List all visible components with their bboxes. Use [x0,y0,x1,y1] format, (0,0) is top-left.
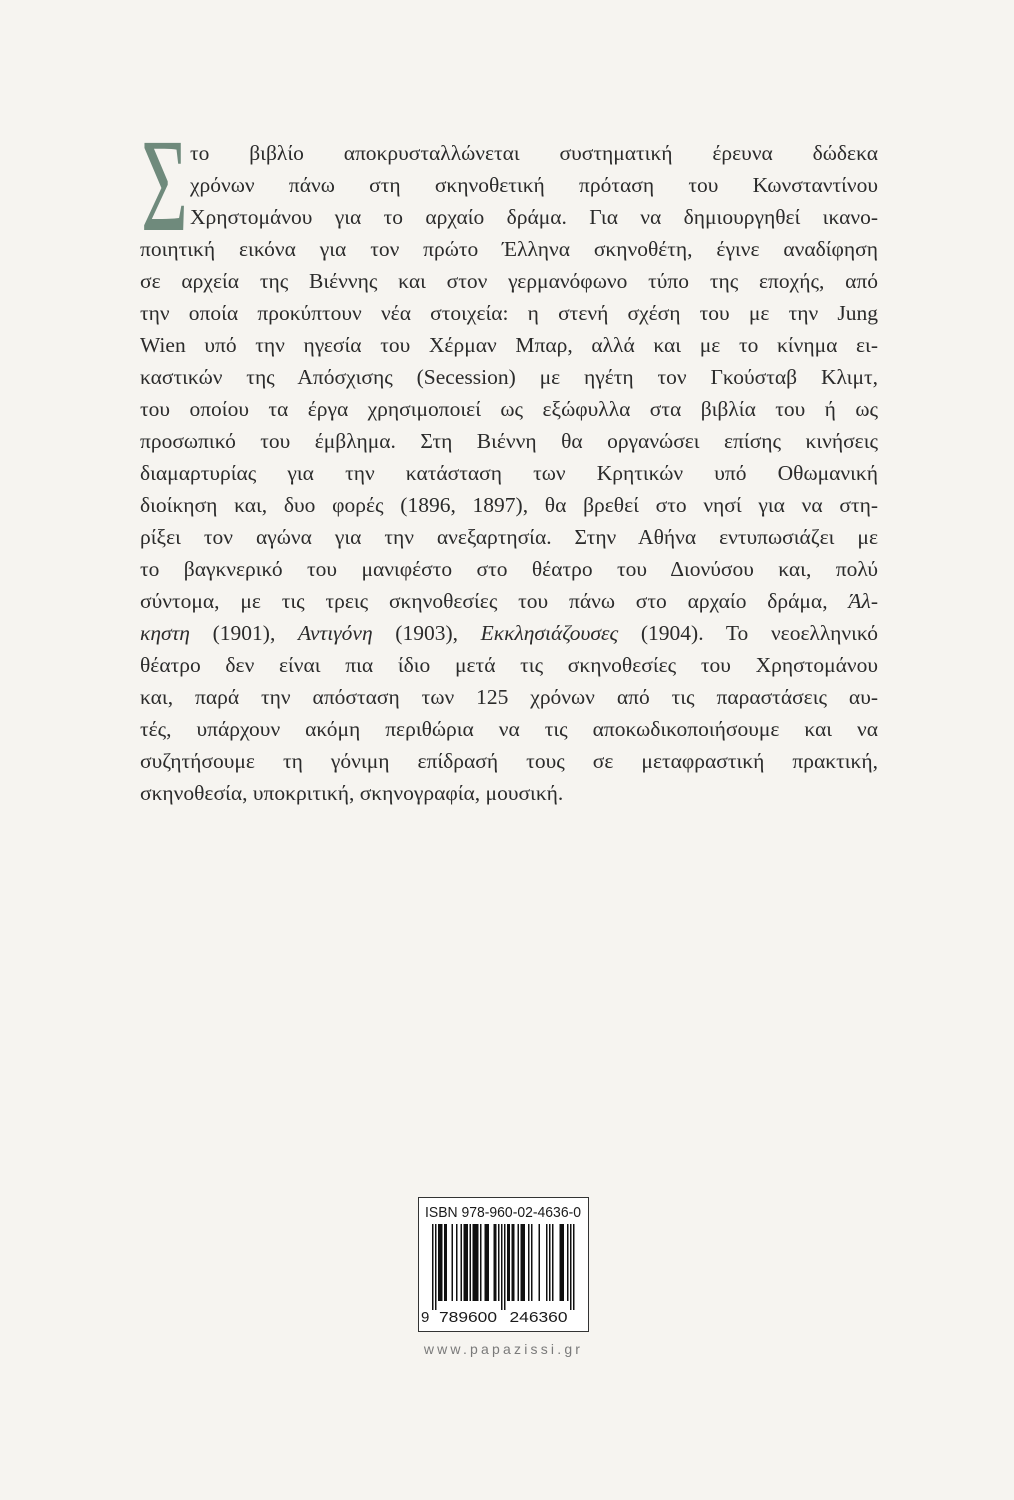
body-line: θέατρο δεν είναι πια ίδιο μετά τις σκηνοθεσίες του Χρηστομάνου [140,653,878,677]
barcode-bar [507,1224,510,1301]
barcode-bar [485,1224,490,1301]
body-text-segment: (1904). Το νεοελληνικό [618,621,878,645]
barcode-bar [480,1224,482,1301]
italic-title-ekklisiazouses: Εκκλησιάζουσες [480,621,619,645]
barcode-bar [549,1224,551,1301]
barcode-bar [504,1224,506,1310]
body-line: σε αρχεία της Βιέννης και στον γερμανόφωνο τύπο της εποχής, από [140,269,878,293]
barcode-bar [552,1224,554,1301]
barcode-right-digits: 246360 [509,1309,568,1326]
body-line: του οποίου τα έργα χρησιμοποιεί ως εξώφυλλα στα βιβλία του ή ως [140,397,878,421]
body-line: ποιητική εικόνα για τον πρώτο Έλληνα σκηνοθέτη, έγινε αναδίφηση [140,237,878,261]
body-text-segment: σύντομα, με τις τρεις σκηνοθεσίες του πάνω στο αρχαίο δράμα, [140,589,849,613]
body-line: το βιβλίο αποκρυσταλλώνεται συστηματική έρευνα δώδεκα [190,141,878,165]
barcode-bar [573,1224,575,1310]
body-text-segment: (1901), [189,621,299,645]
barcode-bar [528,1224,530,1301]
isbn-label: ISBN 978-960-02-4636-0 [425,1204,581,1221]
barcode-bar [498,1224,500,1301]
barcode-bar [464,1224,469,1301]
drop-cap-letter: Σ [141,111,188,259]
body-text-segment: (1903), [372,621,481,645]
body-line [140,617,878,649]
body-line [140,585,878,617]
body-line: συζητήσουμε τη γόνιμη επίδρασή τους σε μεταφραστική πρακτική, [140,749,878,773]
barcode-bar [546,1224,548,1301]
body-line: σκηνοθεσία, υποκριτική, σκηνογραφία, μουσική. [140,781,564,805]
body-line: διαμαρτυρίας για την κατάσταση των Κρητικών υπό Οθωμανική [140,461,878,485]
barcode-bar [518,1224,520,1301]
barcode-bar [444,1224,447,1301]
isbn-barcode [418,1197,589,1332]
barcode-bar [531,1224,533,1301]
body-line: την οποία προκύπτουν νέα στοιχεία: η στενή σχέση του με την Jung [140,301,878,325]
barcode-bar [461,1224,463,1301]
publisher-website: www.papazissi.gr [423,1341,584,1357]
barcode-bar [512,1224,515,1301]
barcode-bar [438,1224,443,1301]
body-line: καστικών της Απόσχισης (Secession) με ηγέτη τον Γκούσταβ Κλιμτ, [140,365,878,389]
body-line: τές, υπάρχουν ακόμη περιθώρια να τις αποκωδικοποιήσουμε και να [140,717,878,741]
barcode-bar [560,1224,565,1301]
body-line: προσωπικό του έμβλημα. Στη Βιέννη θα οργανώσει επίσης κινήσεις [140,429,878,453]
barcode-bar [521,1224,526,1301]
barcode-lead-digit: 9 [421,1309,430,1326]
body-line: Χρηστομάνου για το αρχαίο δράμα. Για να δημιουργηθεί ικανο- [190,205,878,229]
italic-title-alkistis: Άλ- [848,589,878,613]
barcode-bar [473,1224,479,1301]
barcode-bar [570,1224,572,1310]
barcode-bar [456,1224,458,1301]
body-line: ρίξει τον αγώνα για την ανεξαρτησία. Στην Αθήνα εντυπωσιάζει με [140,525,878,549]
body-line: Wien υπό την ηγεσία του Χέρμαν Μπαρ, αλλά και με το κίνημα ει- [140,333,878,357]
barcode-bar [567,1224,569,1301]
body-line: χρόνων πάνω στη σκηνοθετική πρόταση του Κωνσταντίνου [190,173,878,197]
body-line: διοίκηση και, δυο φορές (1896, 1897), θα βρεθεί στο νησί για να στη- [140,493,878,517]
barcode-bar [494,1224,497,1301]
barcode-bar [470,1224,472,1301]
barcode-bar [501,1224,503,1310]
barcode-bar [432,1224,434,1310]
blurb-paragraph [140,137,878,809]
body-line: και, παρά την απόσταση των 125 χρόνων από τις παραστάσεις αυ- [140,685,878,709]
barcode-bar [539,1224,541,1301]
barcode-left-digits: 789600 [439,1309,497,1326]
body-line: το βαγκνερικό του μανιφέστο στο θέατρο του Διονύσου και, πολύ [140,557,878,581]
barcode-bar [452,1224,454,1301]
italic-title-antigoni: Αντιγόνη [298,621,373,645]
italic-title-alkistis: κηστη [140,621,190,645]
barcode-bar [435,1224,437,1310]
